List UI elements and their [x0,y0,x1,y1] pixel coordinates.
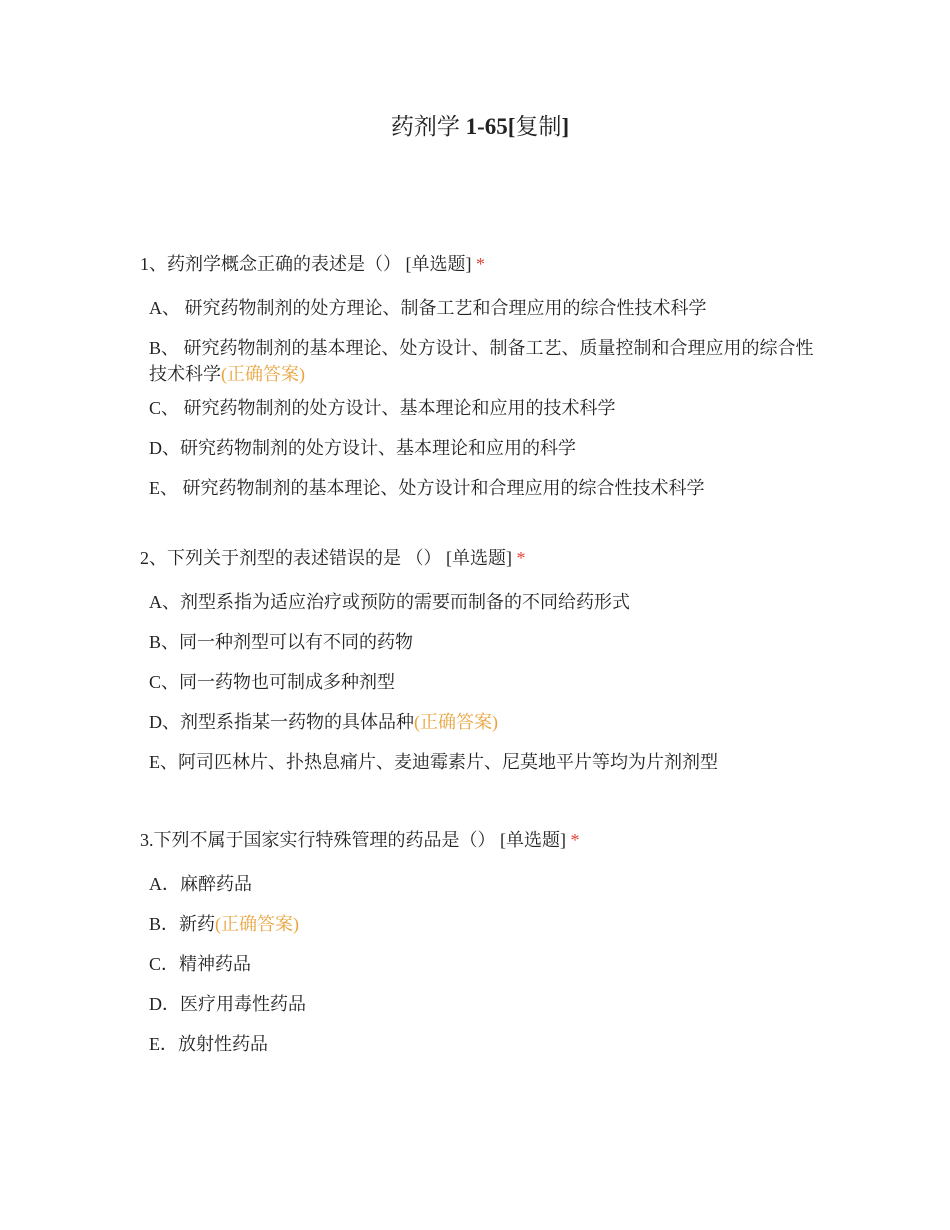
option-b [140,629,820,655]
title-close: ] [561,114,570,139]
option-d [140,435,820,461]
question-text: 1、药剂学概念正确的表述是（） [单选题] [140,254,476,274]
option-text: E、 研究药物制剂的基本理论、处方设计和合理应用的综合性技术科学 [149,478,705,498]
question-text: 3.下列不属于国家实行特殊管理的药品是（） [单选题] [140,830,571,850]
required-star: * [476,254,485,274]
title-main: 药剂学 [390,114,460,139]
option-c [140,951,820,977]
option-c [140,669,820,695]
required-star: * [570,830,580,850]
option-text: D、剂型系指某一药物的具体品种 [149,712,414,732]
question-stem [140,251,820,277]
question-text: 2、下列关于剂型的表述错误的是 （） [单选题] [140,548,517,568]
option-c [140,395,820,421]
option-text: A．麻醉药品 [149,874,252,894]
option-e [140,1031,820,1057]
option-d [140,991,820,1017]
option-text: E、阿司匹林片、扑热息痛片、麦迪霉素片、尼莫地平片等均为片剂剂型 [149,752,718,772]
option-a [140,871,820,897]
correct-answer-label: (正确答案) [221,364,305,384]
option-text: D、研究药物制剂的处方设计、基本理论和应用的科学 [149,438,576,458]
option-text: A、剂型系指为适应治疗或预防的需要而制备的不同给药形式 [149,592,630,612]
option-text: B．新药 [149,914,216,934]
option-text: A、 研究药物制剂的处方理论、制备工艺和合理应用的综合性技术科学 [149,298,707,318]
question-3 [140,827,820,1071]
correct-answer-label: (正确答案) [215,914,300,934]
option-a [140,295,820,321]
title-copy: 复制 [515,114,562,139]
option-e [140,475,820,501]
option-text: C、同一药物也可制成多种剂型 [149,672,396,692]
question-stem [140,827,820,853]
option-text: D．医疗用毒性药品 [149,994,306,1014]
title-range: 1-65[ [465,114,516,139]
question-2 [140,545,820,789]
option-e [140,749,820,775]
question-1 [140,251,820,515]
option-b [140,911,820,937]
option-text: C．精神药品 [149,954,252,974]
option-b [140,335,820,387]
option-text: E．放射性药品 [149,1034,268,1054]
correct-answer-label: (正确答案) [414,712,498,732]
page-title [0,112,950,142]
option-text: B、同一种剂型可以有不同的药物 [149,632,414,652]
option-text: B、 研究药物制剂的基本理论、处方设计、制备工艺、质量控制和合理应用的综合性技术科学 [149,338,814,384]
option-d [140,709,820,735]
option-a [140,589,820,615]
option-text: C、 研究药物制剂的处方设计、基本理论和应用的技术科学 [149,398,616,418]
required-star: * [516,548,526,568]
question-stem [140,545,820,571]
